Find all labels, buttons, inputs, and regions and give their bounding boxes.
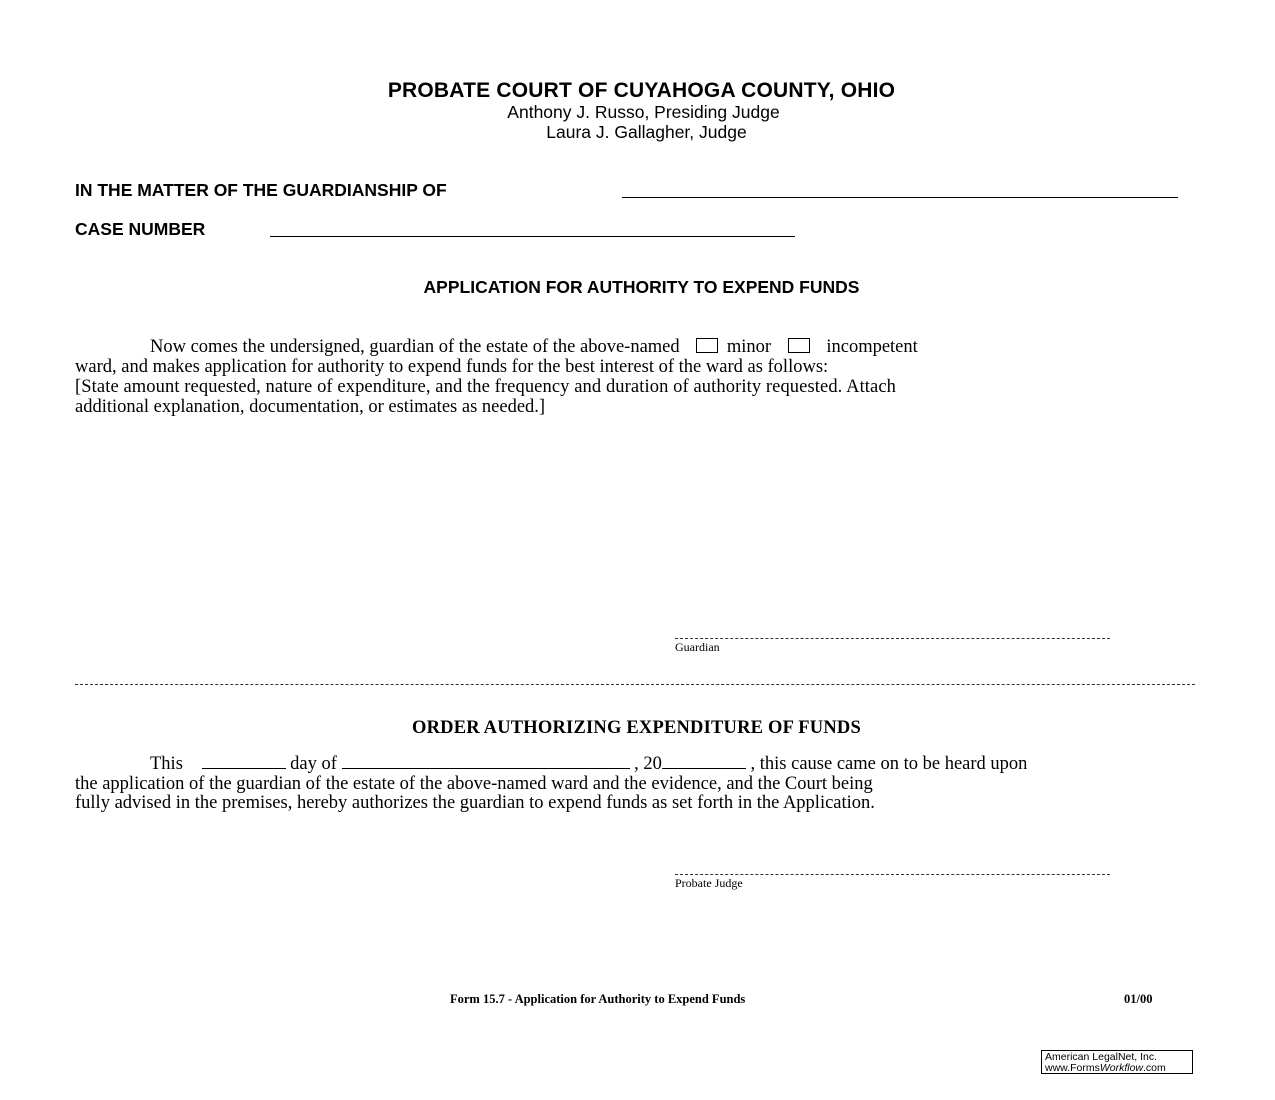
order-line-1-suffix: , this cause came on to be heard upon <box>750 754 1028 774</box>
application-intro-text: Now comes the undersigned, guardian of the estate of the above-named <box>150 337 680 357</box>
order-line-3: fully advised in the premises, hereby authorizes the guardian to expend funds as set forth in the Application. <box>75 793 875 813</box>
application-instructions-line-1: [State amount requested, nature of expenditure, and the frequency and duration of authority requested. Attach <box>75 377 897 397</box>
order-month-field[interactable] <box>342 754 630 769</box>
order-year-field[interactable] <box>662 754 746 769</box>
minor-label: minor <box>726 337 772 357</box>
form-number: Form 15.7 - Application for Authority to Expend Funds <box>450 992 746 1006</box>
application-line-1 <box>75 337 1195 357</box>
presiding-judge: Anthony J. Russo, Presiding Judge <box>507 102 780 122</box>
incompetent-checkbox[interactable] <box>788 338 810 353</box>
publisher-name: American LegalNet, Inc. <box>1045 1051 1158 1063</box>
publisher-badge <box>1041 1050 1193 1074</box>
order-day-of-text: day of <box>290 754 337 774</box>
order-line-2: the application of the guardian of the estate of the above-named ward and the evidence, and the Court being <box>75 774 873 794</box>
application-title: APPLICATION FOR AUTHORITY TO EXPEND FUNDS <box>423 277 860 297</box>
order-title: ORDER AUTHORIZING EXPENDITURE OF FUNDS <box>412 718 861 738</box>
case-number-field[interactable] <box>270 236 795 237</box>
court-title: PROBATE COURT OF CUYAHOGA COUNTY, OHIO <box>387 79 896 102</box>
order-line-1 <box>75 754 1195 774</box>
guardianship-name-field[interactable] <box>622 197 1178 198</box>
publisher-url: www.FormsWorkflow.com <box>1045 1062 1166 1074</box>
form-revision-date: 01/00 <box>1124 992 1153 1006</box>
guardianship-label: IN THE MATTER OF THE GUARDIANSHIP OF <box>75 180 447 200</box>
order-day-field[interactable] <box>202 754 286 769</box>
guardian-signature-line[interactable] <box>675 638 1110 639</box>
application-instructions-line-2: additional explanation, documentation, or estimates as needed.] <box>75 397 546 417</box>
application-line-2: ward, and makes application for authority to expend funds for the best interest of the ward as follows: <box>75 357 829 377</box>
application-details-area[interactable] <box>75 425 1195 620</box>
order-this-text: This <box>150 754 183 774</box>
minor-checkbox[interactable] <box>696 338 718 353</box>
judge-signature-line[interactable] <box>675 874 1110 875</box>
judge-signature-label: Probate Judge <box>675 876 743 890</box>
section-divider <box>75 684 1195 685</box>
order-year-prefix: , 20 <box>634 754 662 774</box>
incompetent-label: incompetent <box>826 337 918 357</box>
judge-name: Laura J. Gallagher, Judge <box>546 122 747 142</box>
case-number-label: CASE NUMBER <box>75 219 206 239</box>
guardian-signature-label: Guardian <box>675 640 720 654</box>
